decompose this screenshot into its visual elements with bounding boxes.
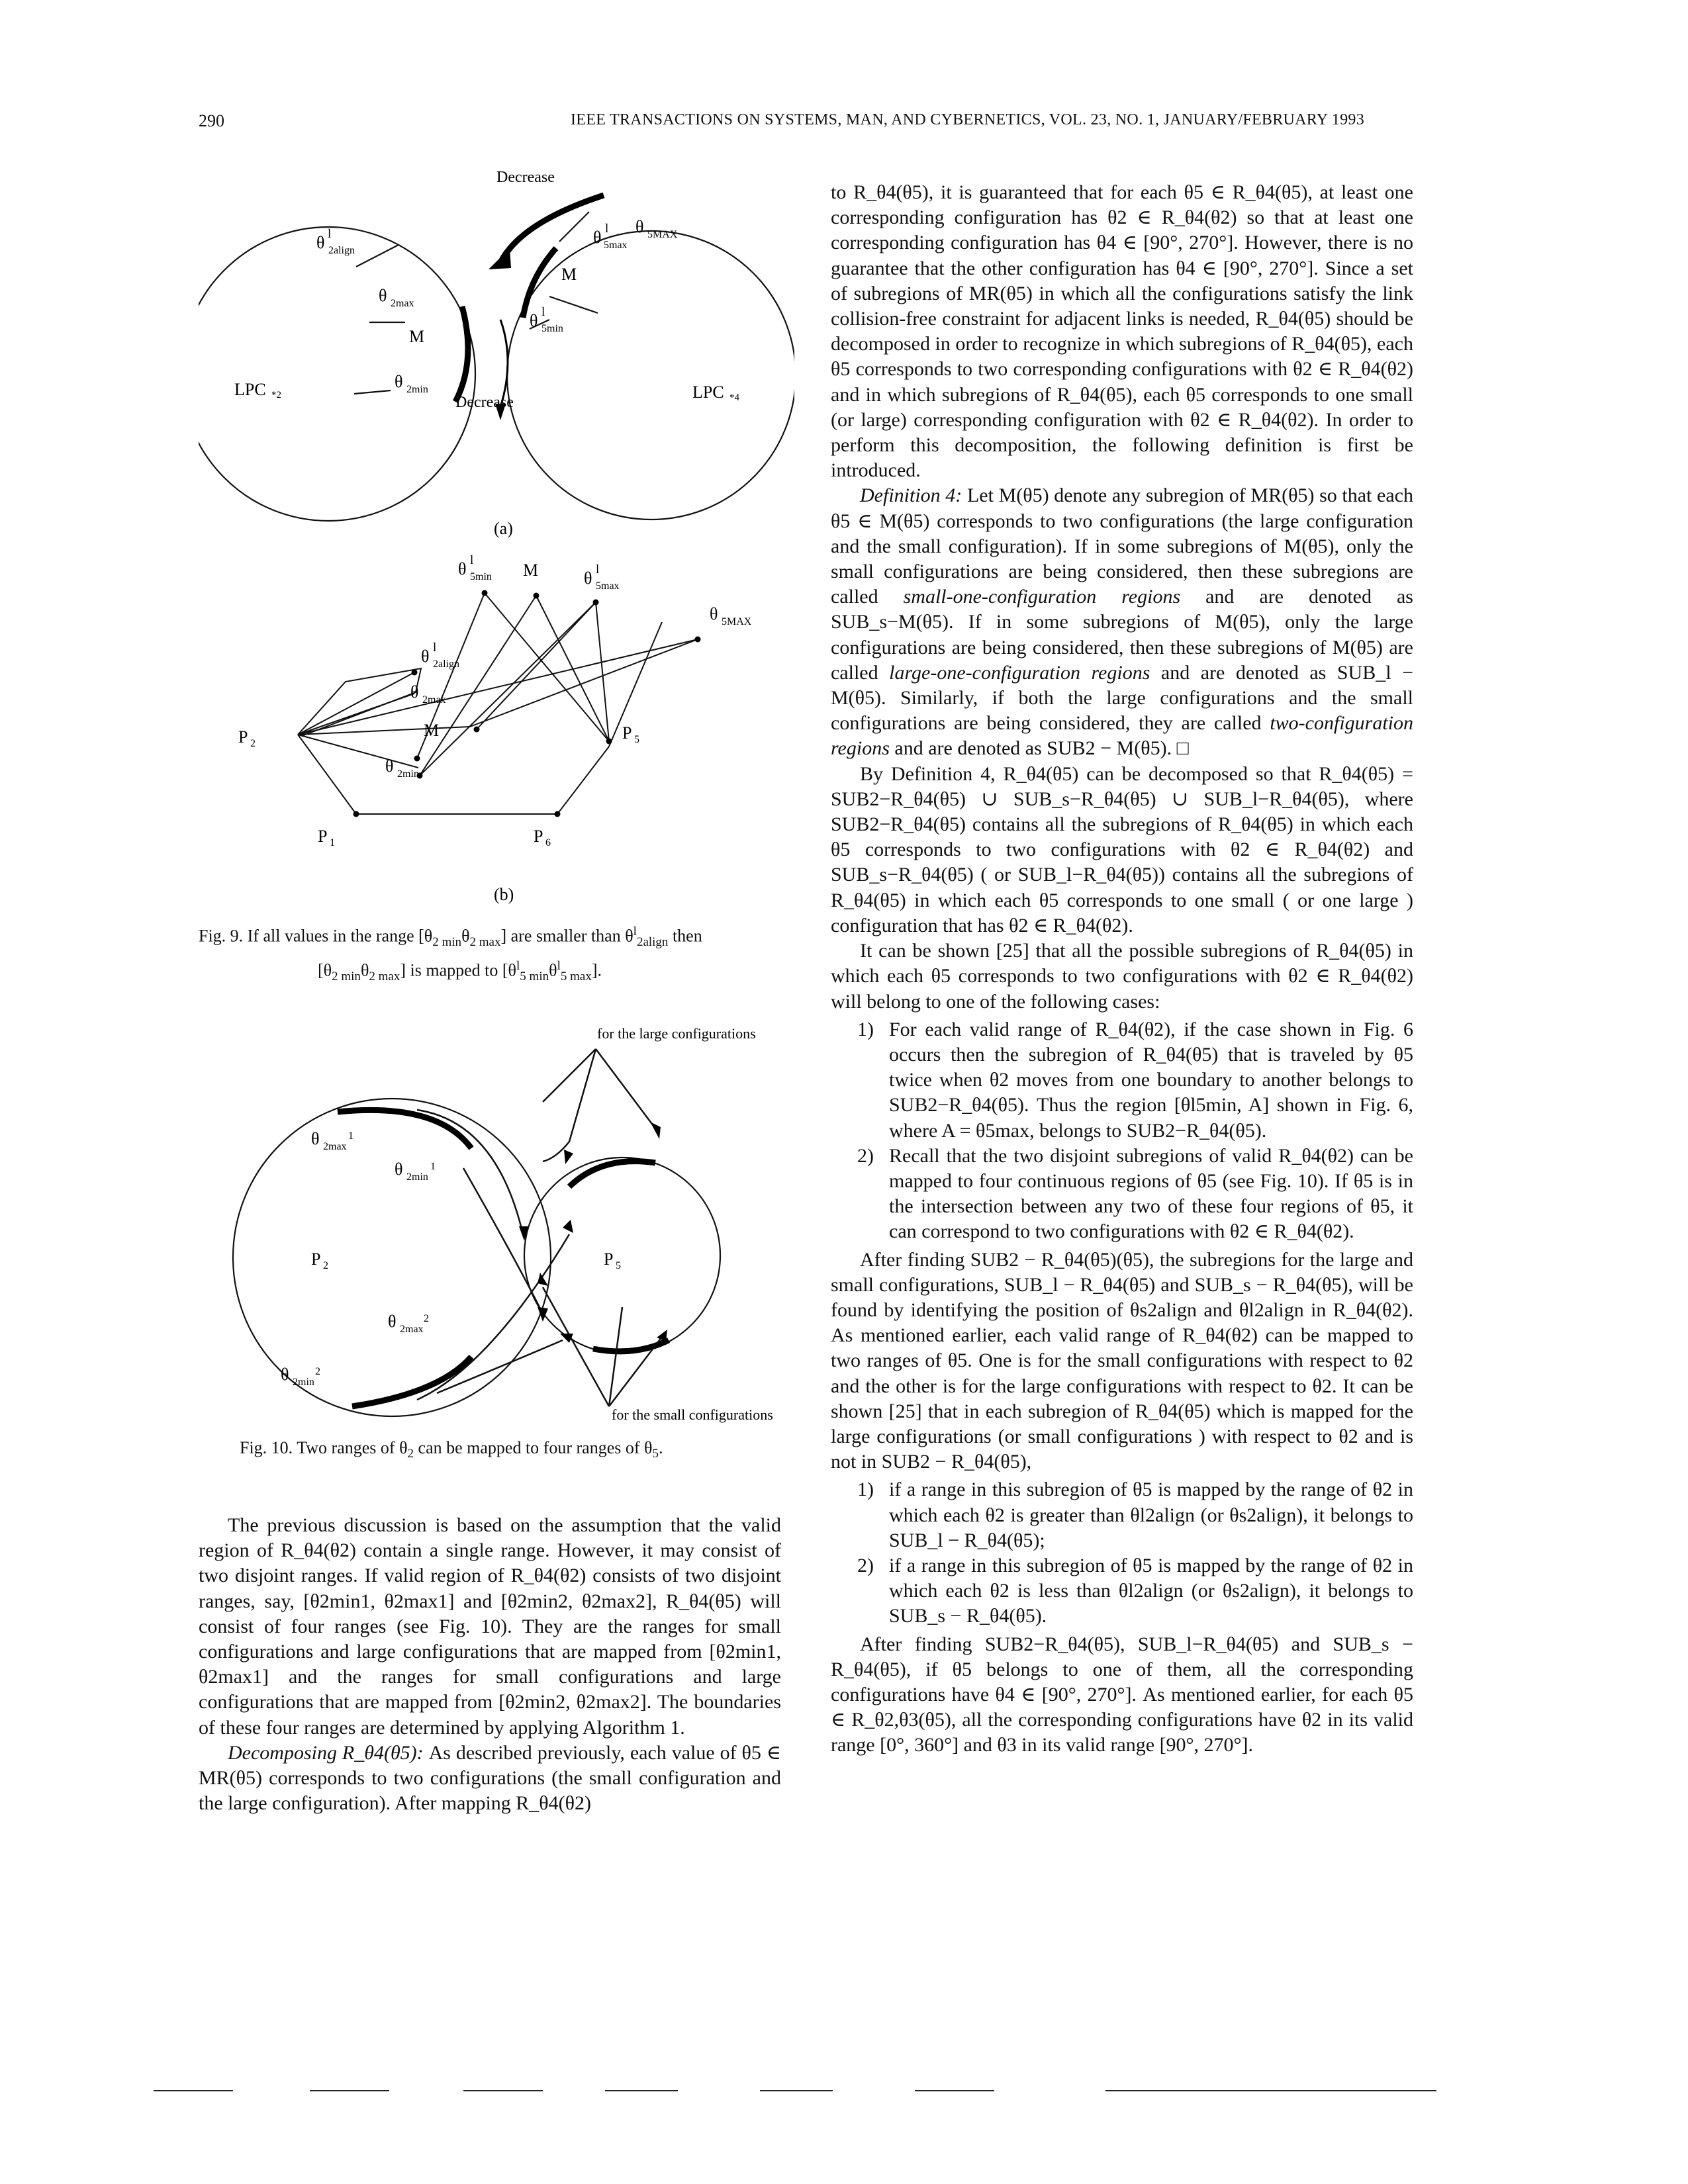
- theta-2max2-sup: 2: [424, 1313, 429, 1324]
- theta-5MAX-label: θ: [635, 217, 644, 236]
- lpc4-circle: [507, 231, 794, 520]
- lpc2-label: LPC: [234, 380, 266, 399]
- run-in-heading: Decomposing R_θ4(θ5):: [228, 1741, 424, 1764]
- theta-5min-sub-b: 5min: [470, 571, 492, 582]
- theta-2min-sub: 2min: [406, 384, 428, 395]
- theta-2min2-sub: 2min: [293, 1377, 314, 1388]
- figure-9b-label: (b): [494, 885, 514, 904]
- theta-2max-sub: 2max: [391, 298, 414, 309]
- small-configs-label: for the small configurations: [612, 1406, 773, 1423]
- figure-10-caption: Fig. 10. Two ranges of $\theta_2$ can be mapped to four ranges of $\theta_5$.: [240, 1438, 663, 1461]
- theta-5max-sub-b: 5max: [596, 580, 620, 592]
- theta-2align-sub: 2align: [328, 245, 355, 256]
- paragraph: to R_θ4(θ5), it is guaranteed that for each θ5 ∈ R_θ4(θ5), at least one corresponding configuration has θ2 ∈ R_θ4(θ2) so that at least one corresponding configuration has θ4 ∈ [90°, 270°]. However, there is no guarantee that the other configuration has θ4 ∈ [90°, 270°]. Since a set of subregions of MR(θ5) in which all the configurations satisfy the link collision-free constraint for adjacent links is needed, R_θ4(θ5) should be decomposed in order to recognize in which subregions of R_θ4(θ5), each θ5 corresponds to two corresponding configurations with θ2 ∈ R_θ4(θ2) and in which subregions of R_θ4(θ5), each θ5 corresponds to one small (or large) corresponding configuration with θ2 ∈ R_θ4(θ2). In order to perform this decomposition, the following definition is first be introduced.: [831, 181, 1413, 482]
- theta-2max2-sub: 2max: [400, 1324, 424, 1335]
- p5-sub-10: 5: [616, 1260, 621, 1271]
- theta-2max1-sup: 1: [348, 1130, 353, 1142]
- theta-5max-label: θ: [593, 228, 602, 247]
- m-right-label: M: [561, 265, 577, 284]
- figure-9a: [199, 169, 794, 539]
- decrease-label-top: Decrease: [496, 169, 555, 186]
- theta-2align-sup-b: l: [433, 641, 437, 655]
- theta-2min1-label: θ: [395, 1160, 403, 1179]
- m-left-label: M: [409, 327, 425, 346]
- page-number: 290: [199, 111, 224, 130]
- case-list-1: [831, 1017, 1413, 1245]
- theta-2min1-sub: 2min: [406, 1171, 428, 1183]
- arc-p5-top: [569, 1161, 655, 1187]
- theta-2align-label: θ: [316, 233, 325, 252]
- theta-2align-sub-b: 2align: [433, 659, 459, 670]
- footer-rule: [1105, 2090, 1436, 2091]
- paragraph: After finding SUB2−R_θ4(θ5), SUB_l−R_θ4(θ5) and SUB_s − R_θ4(θ5), if θ5 belongs to one of them, all the corresponding configurations have θ4 ∈ [90°, 270°]. As mentioned earlier, for each θ5 ∈ R_θ2,θ3(θ5), all the corresponding configurations have θ2 in its valid range [0°, 360°] and θ3 in its valid range [90°, 270°].: [831, 1633, 1413, 1756]
- list-item: 2) Recall that the two disjoint subregions of valid R_θ4(θ2) can be mapped to four continuous regions of θ5 (see Fig. 10). If θ5 is in the intersection between any two of these four regions of θ5, it can correspond to two configurations with θ2 ∈ R_θ4(θ2).: [857, 1144, 1413, 1243]
- p2-label-10: P: [311, 1250, 321, 1269]
- p1-label-b: P: [318, 827, 328, 846]
- p1-sub-b: 1: [330, 837, 335, 848]
- theta-5min-sub: 5min: [541, 323, 563, 334]
- theta-5min-label-b: θ: [458, 559, 467, 578]
- theta-5MAX-sub-b: 5MAX: [722, 616, 752, 627]
- p5-circle: [524, 1158, 720, 1353]
- case-list-2: [831, 1477, 1413, 1629]
- theta-5min-sup: l: [541, 305, 545, 319]
- m-arc-left: [455, 306, 468, 402]
- theta-2max-label-b: θ: [410, 682, 419, 702]
- lpc4-label: LPC: [692, 383, 724, 402]
- right-column-text: [831, 180, 1413, 1758]
- theta-2min-label: θ: [395, 372, 403, 391]
- figure-10: [199, 1023, 794, 1433]
- theta-5min-sup-b: l: [470, 553, 474, 567]
- theta-5MAX-label-b: θ: [710, 604, 718, 623]
- p2-label-b: P: [238, 727, 248, 747]
- m-mid-label: M: [424, 721, 440, 740]
- m-arc-right: [523, 248, 556, 318]
- paragraph: By Definition 4, R_θ4(θ5) can be decomposed so that R_θ4(θ5) = SUB2−R_θ4(θ5) ∪ SUB_s−R_θ4(θ5) ∪ SUB_l−R_θ4(θ5), where SUB2−R_θ4(θ5) contains all the subregions of R_θ4(θ5) in which each θ5 corresponds to two configurations with θ2 ∈ R_θ4(θ2) and SUB_s−R_θ4(θ5) ( or SUB_l−R_θ4(θ5)) contains all the subregions of R_θ4(θ5) in which each θ5 corresponds to one small ( or one large ) configuration that has θ2 ∈ R_θ4(θ2).: [831, 762, 1413, 936]
- arc-2max1-2min1: [338, 1110, 471, 1148]
- definition-4: Definition 4: Let M(θ5) denote any subregion of MR(θ5) so that each θ5 ∈ M(θ5) corresponds to two configurations (the large configuration and the small configuration). If in some subregions of M(θ5), only the small configurations are being considered, then these subregions are called small-one-configuration regions and are denoted as SUB_s−M(θ5). If in some subregions of M(θ5), only the large configurations are being considered, then these subregions of M(θ5) are called large-one-configuration regions and are denoted as SUB_l − M(θ5). Similarly, if both the large configurations and the small configurations are being considered, they are called two-configuration regions and are denoted as SUB2 − M(θ5). □: [831, 484, 1413, 760]
- p5-sub-b: 5: [634, 734, 639, 745]
- figure-9-caption: Fig. 9. If all values in the range $[\theta_{2 min}\theta_{2 max}]$ are smaller than $\theta^l_{2align}$ then $[\theta_{2 min}\theta_{2 max}]$ is mapped to $[\theta^l_{5 min}\theta^l_{5 max}]$.: [199, 925, 702, 983]
- list-item: 1) For each valid range of R_θ4(θ2), if the case shown in Fig. 6 occurs then the subregion of R_θ4(θ5) that is traveled by θ5 twice when θ2 moves from one boundary to another belongs to SUB2−R_θ4(θ5). Thus the region [θl5min, A] shown in Fig. 6, where A = θ5max, belongs to SUB2−R_θ4(θ5).: [857, 1018, 1413, 1142]
- footer-rule: [463, 2090, 543, 2091]
- left-column-text: [199, 1513, 781, 1816]
- list-item: 1) if a range in this subregion of θ5 is mapped by the range of θ2 in which each θ2 is greater than θl2align (or θs2align), it belongs to SUB_l − R_θ4(θ5);: [857, 1479, 1413, 1551]
- footer-rule: [310, 2090, 389, 2091]
- theta-2align-sup: l: [328, 227, 332, 241]
- p5-label-b: P: [622, 723, 632, 743]
- theta-2max1-sub: 2max: [323, 1141, 347, 1152]
- theta-2max1-label: θ: [311, 1129, 320, 1148]
- figure-9b: [199, 543, 794, 913]
- p5-label-10: P: [604, 1250, 614, 1269]
- theta-5min-label: θ: [530, 311, 538, 330]
- paragraph: After finding SUB2 − R_θ4(θ5)(θ5), the subregions for the large and small configurations, SUB_l − R_θ4(θ5) and SUB_s − R_θ4(θ5), will be found by identifying the position of θs2align and θl2align in R_θ4(θ2). As mentioned earlier, each valid range of R_θ4(θ2) can be mapped to two ranges of θ5. One is for the small configurations with respect to θ2 and the other is for the large configurations with respect to θ2. It can be shown [25] that in each subregion of R_θ4(θ5) which is mapped for the large configurations (or small configurations ) with respect to θ2 and is not in SUB2 − R_θ4(θ5),: [831, 1248, 1413, 1473]
- lpc2-sub: *2: [271, 390, 281, 400]
- running-title: IEEE TRANSACTIONS ON SYSTEMS, MAN, AND CYBERNETICS, VOL. 23, NO. 1, JANUARY/FEBRUARY 1993: [571, 111, 1365, 128]
- theta-5max-sup-b: l: [596, 563, 600, 576]
- list-item: 2) if a range in this subregion of θ5 is mapped by the range of θ2 in which each θ2 is less than θl2align (or θs2align), it belongs to SUB_s − R_θ4(θ5).: [857, 1554, 1413, 1627]
- theta-2min-sub-b: 2min: [397, 768, 419, 780]
- theta-2max2-label: θ: [388, 1312, 397, 1331]
- lpc2-circle: [199, 227, 475, 521]
- large-configs-label: for the large configurations: [597, 1025, 756, 1042]
- figure-9a-label: (a): [494, 519, 513, 538]
- theta-5MAX-sub: 5MAX: [647, 229, 678, 240]
- paragraph: The previous discussion is based on the assumption that the valid region of R_θ4(θ2) contain a single range. However, it may consist of two disjoint ranges. If valid region of R_θ4(θ2) consists of two disjoint ranges, say, [θ2min1, θ2max1] and [θ2min2, θ2max2], R_θ4(θ5) will consist of four ranges (see Fig. 10). They are the ranges for small configurations and large configurations that are mapped from [θ2min1, θ2max1] and the ranges for small configurations and large configurations that are mapped from [θ2min2, θ2max2]. The boundaries of these four ranges are determined by applying Algorithm 1.: [199, 1514, 781, 1739]
- theta-2align-label-b: θ: [421, 647, 430, 666]
- lpc4-sub: *4: [729, 392, 739, 403]
- theta-2min-label-b: θ: [385, 756, 394, 776]
- theta-2min2-label: θ: [281, 1365, 289, 1384]
- theta-5max-label-b: θ: [584, 569, 592, 588]
- p6-sub-b: 6: [545, 837, 551, 848]
- footer-rule: [915, 2090, 994, 2091]
- theta-5max-sub: 5max: [604, 240, 628, 251]
- p6-label-b: P: [534, 827, 543, 846]
- theta-2max-sub-b: 2max: [422, 694, 446, 705]
- decrease-label-bottom: Decrease: [455, 394, 514, 411]
- footer-rule: [605, 2090, 678, 2091]
- theta-2max-label: θ: [379, 286, 387, 305]
- footer-rule: [154, 2090, 233, 2091]
- m-top-label: M: [523, 561, 539, 580]
- p2-sub-b: 2: [250, 738, 256, 749]
- arc-2max2-2min2: [352, 1357, 471, 1406]
- p2-sub-10: 2: [323, 1260, 328, 1271]
- theta-2min1-sup: 1: [430, 1161, 436, 1172]
- paragraph: Decomposing R_θ4(θ5): As described previously, each value of θ5 ∈ MR(θ5) corresponds to two configurations (the small configuration and the large configuration). After mapping R_θ4(θ2): [199, 1741, 782, 1815]
- theta-5max-sup: l: [605, 222, 609, 236]
- theta-2min2-sup: 2: [315, 1366, 320, 1377]
- footer-rule: [760, 2090, 833, 2091]
- paragraph: It can be shown [25] that all the possible subregions of R_θ4(θ5) in which each θ5 corresponds to two configurations with θ2 ∈ R_θ4(θ2) will belong to one of the following cases:: [831, 940, 1413, 1013]
